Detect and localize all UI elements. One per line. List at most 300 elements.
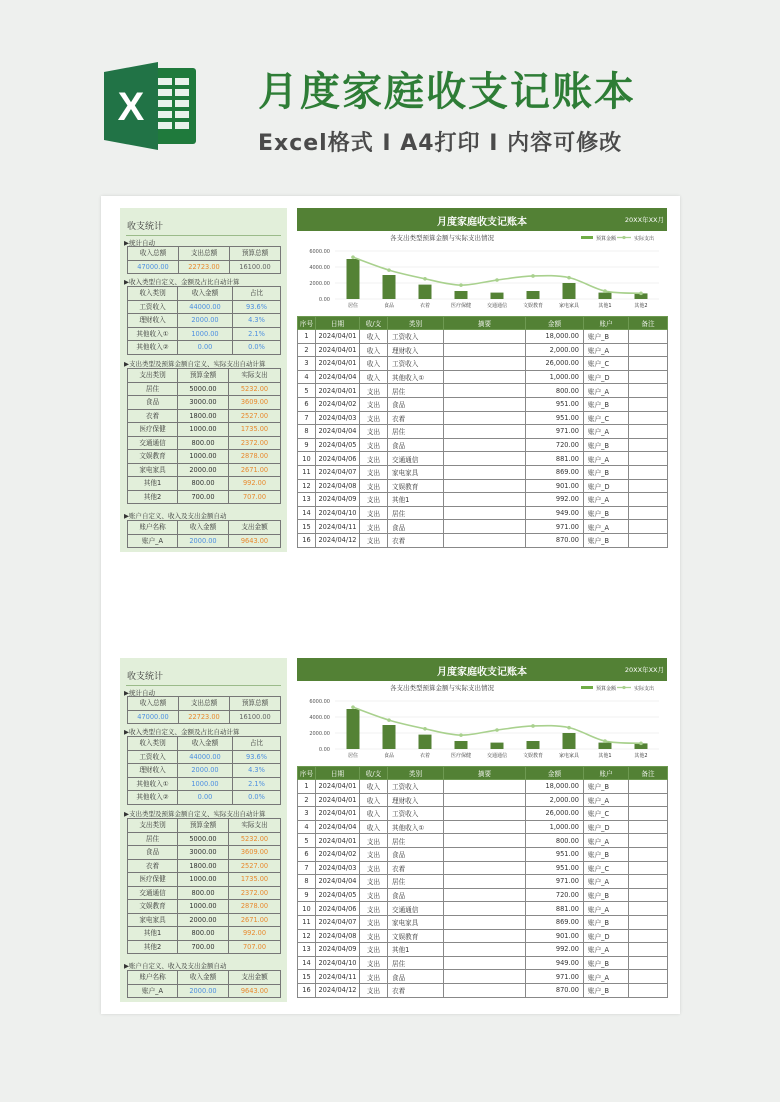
ledger-cell[interactable]: 工资收入 bbox=[388, 807, 444, 821]
ledger-cell[interactable]: 2024/04/05 bbox=[316, 438, 360, 452]
ledger-cell[interactable] bbox=[444, 875, 526, 889]
expense-table-cell[interactable]: 800.00 bbox=[178, 886, 229, 900]
ledger-cell[interactable]: 账户_B bbox=[584, 506, 629, 520]
income-table-cell[interactable]: 理财收入 bbox=[128, 314, 178, 328]
expense-table-cell[interactable]: 5232.00 bbox=[229, 382, 281, 396]
ledger-cell[interactable]: 食品 bbox=[388, 888, 444, 902]
expense-table-cell[interactable]: 交通通信 bbox=[128, 436, 178, 450]
ledger-cell[interactable]: 6 bbox=[298, 847, 316, 861]
expense-table-cell[interactable]: 700.00 bbox=[178, 940, 229, 954]
ledger-cell[interactable]: 账户_C bbox=[584, 861, 629, 875]
ledger-cell[interactable]: 949.00 bbox=[526, 506, 584, 520]
ledger-cell[interactable] bbox=[444, 438, 526, 452]
ledger-cell[interactable]: 2024/04/04 bbox=[316, 820, 360, 834]
ledger-cell[interactable]: 2024/04/03 bbox=[316, 861, 360, 875]
ledger-cell[interactable] bbox=[629, 929, 668, 943]
income-table-cell[interactable]: 0.0% bbox=[233, 791, 281, 805]
ledger-cell[interactable] bbox=[629, 533, 668, 547]
expense-table-cell[interactable]: 交通通信 bbox=[128, 886, 178, 900]
income-table-cell[interactable]: 2000.00 bbox=[178, 764, 233, 778]
expense-table-cell[interactable]: 2671.00 bbox=[229, 463, 281, 477]
ledger-cell[interactable]: 账户_A bbox=[584, 793, 629, 807]
ledger-cell[interactable]: 文娱教育 bbox=[388, 929, 444, 943]
ledger-cell[interactable] bbox=[444, 807, 526, 821]
ledger-cell[interactable]: 支出 bbox=[360, 452, 388, 466]
ledger-cell[interactable] bbox=[629, 343, 668, 357]
income-table-cell[interactable]: 其他收入① bbox=[128, 327, 178, 341]
summary-value[interactable]: 22723.00 bbox=[179, 260, 230, 274]
ledger-cell[interactable]: 账户_A bbox=[584, 384, 629, 398]
ledger-cell[interactable]: 支出 bbox=[360, 465, 388, 479]
ledger-cell[interactable]: 971.00 bbox=[526, 875, 584, 889]
ledger-cell[interactable]: 2,000.00 bbox=[526, 793, 584, 807]
ledger-cell[interactable]: 支出 bbox=[360, 533, 388, 547]
ledger-cell[interactable]: 6 bbox=[298, 397, 316, 411]
ledger-cell[interactable]: 2 bbox=[298, 793, 316, 807]
ledger-cell[interactable]: 支出 bbox=[360, 943, 388, 957]
ledger-cell[interactable]: 账户_A bbox=[584, 343, 629, 357]
ledger-cell[interactable] bbox=[444, 520, 526, 534]
ledger-cell[interactable]: 2024/04/04 bbox=[316, 875, 360, 889]
ledger-cell[interactable]: 2024/04/04 bbox=[316, 370, 360, 384]
ledger-cell[interactable]: 2024/04/05 bbox=[316, 888, 360, 902]
expense-table-cell[interactable]: 家电家具 bbox=[128, 913, 178, 927]
ledger-cell[interactable]: 12 bbox=[298, 479, 316, 493]
ledger-cell[interactable] bbox=[629, 983, 668, 997]
ledger-cell[interactable] bbox=[629, 520, 668, 534]
ledger-cell[interactable]: 账户_C bbox=[584, 357, 629, 371]
ledger-cell[interactable]: 衣着 bbox=[388, 533, 444, 547]
expense-table-cell[interactable]: 707.00 bbox=[229, 940, 281, 954]
ledger-cell[interactable] bbox=[444, 465, 526, 479]
expense-table-cell[interactable]: 3609.00 bbox=[229, 396, 281, 410]
ledger-cell[interactable]: 账户_B bbox=[584, 465, 629, 479]
ledger-cell[interactable]: 2024/04/06 bbox=[316, 902, 360, 916]
summary-value[interactable]: 16100.00 bbox=[230, 710, 281, 724]
ledger-cell[interactable]: 账户_C bbox=[584, 411, 629, 425]
ledger-cell[interactable]: 支出 bbox=[360, 983, 388, 997]
ledger-cell[interactable]: 账户_B bbox=[584, 397, 629, 411]
ledger-cell[interactable]: 支出 bbox=[360, 929, 388, 943]
ledger-cell[interactable]: 其他1 bbox=[388, 493, 444, 507]
summary-value[interactable]: 16100.00 bbox=[230, 260, 281, 274]
ledger-cell[interactable] bbox=[629, 834, 668, 848]
expense-table-cell[interactable]: 1735.00 bbox=[229, 873, 281, 887]
expense-table-cell[interactable]: 其他1 bbox=[128, 927, 178, 941]
ledger-cell[interactable]: 账户_B bbox=[584, 533, 629, 547]
ledger-cell[interactable] bbox=[444, 411, 526, 425]
income-table-cell[interactable]: 93.6% bbox=[233, 300, 281, 314]
income-table-cell[interactable]: 2.1% bbox=[233, 327, 281, 341]
ledger-cell[interactable] bbox=[629, 915, 668, 929]
expense-table-cell[interactable]: 700.00 bbox=[178, 490, 229, 504]
expense-table-cell[interactable]: 食品 bbox=[128, 396, 178, 410]
expense-table-cell[interactable]: 2878.00 bbox=[229, 900, 281, 914]
expense-table-cell[interactable]: 居住 bbox=[128, 832, 178, 846]
ledger-cell[interactable] bbox=[444, 888, 526, 902]
ledger-cell[interactable]: 账户_D bbox=[584, 929, 629, 943]
ledger-cell[interactable]: 2,000.00 bbox=[526, 343, 584, 357]
ledger-cell[interactable] bbox=[629, 875, 668, 889]
expense-table-cell[interactable]: 5000.00 bbox=[178, 832, 229, 846]
ledger-cell[interactable]: 账户_A bbox=[584, 520, 629, 534]
ledger-cell[interactable]: 901.00 bbox=[526, 929, 584, 943]
ledger-cell[interactable]: 720.00 bbox=[526, 438, 584, 452]
expense-table-cell[interactable]: 2000.00 bbox=[178, 463, 229, 477]
ledger-cell[interactable]: 支出 bbox=[360, 888, 388, 902]
ledger-cell[interactable]: 14 bbox=[298, 506, 316, 520]
ledger-cell[interactable]: 971.00 bbox=[526, 520, 584, 534]
ledger-cell[interactable]: 收入 bbox=[360, 780, 388, 794]
ledger-cell[interactable] bbox=[629, 411, 668, 425]
ledger-cell[interactable]: 交通通信 bbox=[388, 902, 444, 916]
ledger-cell[interactable]: 2024/04/04 bbox=[316, 425, 360, 439]
ledger-cell[interactable]: 支出 bbox=[360, 479, 388, 493]
ledger-cell[interactable] bbox=[444, 915, 526, 929]
account-table-cell[interactable]: 2000.00 bbox=[178, 534, 229, 548]
expense-table-cell[interactable]: 2671.00 bbox=[229, 913, 281, 927]
ledger-cell[interactable] bbox=[629, 493, 668, 507]
ledger-cell[interactable]: 9 bbox=[298, 888, 316, 902]
expense-table-cell[interactable]: 医疗保健 bbox=[128, 873, 178, 887]
ledger-cell[interactable]: 2024/04/10 bbox=[316, 506, 360, 520]
ledger-cell[interactable] bbox=[629, 943, 668, 957]
income-table-cell[interactable]: 4.3% bbox=[233, 314, 281, 328]
expense-table-cell[interactable]: 1735.00 bbox=[229, 423, 281, 437]
ledger-cell[interactable]: 720.00 bbox=[526, 888, 584, 902]
ledger-cell[interactable] bbox=[629, 793, 668, 807]
ledger-cell[interactable]: 账户_B bbox=[584, 915, 629, 929]
ledger-cell[interactable]: 2024/04/02 bbox=[316, 397, 360, 411]
ledger-cell[interactable]: 理财收入 bbox=[388, 793, 444, 807]
ledger-cell[interactable]: 881.00 bbox=[526, 902, 584, 916]
ledger-cell[interactable] bbox=[444, 902, 526, 916]
ledger-cell[interactable]: 账户_B bbox=[584, 888, 629, 902]
expense-table-cell[interactable]: 800.00 bbox=[178, 436, 229, 450]
ledger-cell[interactable]: 18,000.00 bbox=[526, 330, 584, 344]
ledger-cell[interactable]: 账户_B bbox=[584, 780, 629, 794]
ledger-cell[interactable]: 2024/04/10 bbox=[316, 956, 360, 970]
ledger-cell[interactable] bbox=[444, 533, 526, 547]
ledger-cell[interactable] bbox=[444, 970, 526, 984]
ledger-cell[interactable]: 账户_D bbox=[584, 370, 629, 384]
ledger-cell[interactable] bbox=[629, 902, 668, 916]
ledger-cell[interactable]: 支出 bbox=[360, 861, 388, 875]
expense-table-cell[interactable]: 家电家具 bbox=[128, 463, 178, 477]
ledger-cell[interactable]: 支出 bbox=[360, 397, 388, 411]
income-table-cell[interactable]: 44000.00 bbox=[178, 300, 233, 314]
expense-table-cell[interactable]: 衣着 bbox=[128, 859, 178, 873]
ledger-cell[interactable]: 10 bbox=[298, 452, 316, 466]
ledger-cell[interactable]: 其他1 bbox=[388, 943, 444, 957]
ledger-cell[interactable]: 2024/04/12 bbox=[316, 983, 360, 997]
ledger-cell[interactable]: 账户_C bbox=[584, 807, 629, 821]
ledger-cell[interactable]: 18,000.00 bbox=[526, 780, 584, 794]
ledger-cell[interactable]: 15 bbox=[298, 970, 316, 984]
ledger-cell[interactable]: 12 bbox=[298, 929, 316, 943]
ledger-cell[interactable]: 26,000.00 bbox=[526, 807, 584, 821]
expense-table-cell[interactable]: 2000.00 bbox=[178, 913, 229, 927]
ledger-cell[interactable] bbox=[444, 943, 526, 957]
expense-table-cell[interactable]: 2527.00 bbox=[229, 409, 281, 423]
ledger-cell[interactable]: 13 bbox=[298, 493, 316, 507]
ledger-cell[interactable]: 901.00 bbox=[526, 479, 584, 493]
ledger-cell[interactable]: 869.00 bbox=[526, 915, 584, 929]
ledger-cell[interactable]: 支出 bbox=[360, 902, 388, 916]
expense-table-cell[interactable]: 5000.00 bbox=[178, 382, 229, 396]
ledger-cell[interactable] bbox=[444, 793, 526, 807]
income-table-cell[interactable]: 93.6% bbox=[233, 750, 281, 764]
ledger-cell[interactable]: 账户_B bbox=[584, 983, 629, 997]
ledger-cell[interactable]: 8 bbox=[298, 875, 316, 889]
ledger-cell[interactable]: 支出 bbox=[360, 438, 388, 452]
ledger-cell[interactable]: 理财收入 bbox=[388, 343, 444, 357]
ledger-cell[interactable] bbox=[444, 780, 526, 794]
ledger-cell[interactable]: 2024/04/08 bbox=[316, 929, 360, 943]
ledger-cell[interactable]: 992.00 bbox=[526, 943, 584, 957]
ledger-cell[interactable]: 1 bbox=[298, 780, 316, 794]
ledger-cell[interactable]: 2024/04/01 bbox=[316, 384, 360, 398]
ledger-cell[interactable]: 951.00 bbox=[526, 847, 584, 861]
ledger-cell[interactable]: 账户_B bbox=[584, 956, 629, 970]
ledger-cell[interactable]: 8 bbox=[298, 425, 316, 439]
ledger-cell[interactable]: 800.00 bbox=[526, 384, 584, 398]
income-table-cell[interactable]: 44000.00 bbox=[178, 750, 233, 764]
ledger-cell[interactable]: 15 bbox=[298, 520, 316, 534]
ledger-cell[interactable]: 账户_A bbox=[584, 875, 629, 889]
expense-table-cell[interactable]: 2372.00 bbox=[229, 886, 281, 900]
expense-table-cell[interactable]: 3000.00 bbox=[178, 846, 229, 860]
ledger-cell[interactable]: 食品 bbox=[388, 520, 444, 534]
ledger-cell[interactable]: 支出 bbox=[360, 834, 388, 848]
ledger-cell[interactable]: 2024/04/01 bbox=[316, 343, 360, 357]
ledger-cell[interactable]: 账户_B bbox=[584, 847, 629, 861]
ledger-cell[interactable] bbox=[629, 970, 668, 984]
expense-table-cell[interactable]: 5232.00 bbox=[229, 832, 281, 846]
ledger-cell[interactable]: 衣着 bbox=[388, 861, 444, 875]
ledger-cell[interactable]: 账户_B bbox=[584, 330, 629, 344]
ledger-cell[interactable]: 16 bbox=[298, 533, 316, 547]
account-table-cell[interactable]: 账户_A bbox=[128, 534, 178, 548]
ledger-cell[interactable]: 951.00 bbox=[526, 397, 584, 411]
expense-table-cell[interactable]: 1800.00 bbox=[178, 409, 229, 423]
expense-table-cell[interactable]: 3000.00 bbox=[178, 396, 229, 410]
ledger-cell[interactable]: 2 bbox=[298, 343, 316, 357]
ledger-cell[interactable] bbox=[629, 438, 668, 452]
account-table-cell[interactable]: 2000.00 bbox=[178, 984, 229, 998]
ledger-cell[interactable]: 5 bbox=[298, 384, 316, 398]
ledger-cell[interactable] bbox=[629, 847, 668, 861]
ledger-cell[interactable]: 11 bbox=[298, 465, 316, 479]
ledger-cell[interactable]: 文娱教育 bbox=[388, 479, 444, 493]
ledger-cell[interactable]: 账户_A bbox=[584, 943, 629, 957]
ledger-cell[interactable]: 7 bbox=[298, 861, 316, 875]
ledger-cell[interactable] bbox=[629, 357, 668, 371]
ledger-cell[interactable] bbox=[444, 384, 526, 398]
ledger-cell[interactable] bbox=[629, 370, 668, 384]
ledger-cell[interactable]: 870.00 bbox=[526, 533, 584, 547]
ledger-cell[interactable]: 支出 bbox=[360, 520, 388, 534]
ledger-cell[interactable] bbox=[629, 888, 668, 902]
ledger-cell[interactable]: 2024/04/11 bbox=[316, 970, 360, 984]
expense-table-cell[interactable]: 992.00 bbox=[229, 477, 281, 491]
ledger-cell[interactable]: 支出 bbox=[360, 970, 388, 984]
ledger-cell[interactable]: 881.00 bbox=[526, 452, 584, 466]
ledger-cell[interactable]: 食品 bbox=[388, 438, 444, 452]
expense-table-cell[interactable]: 居住 bbox=[128, 382, 178, 396]
ledger-cell[interactable] bbox=[444, 861, 526, 875]
ledger-cell[interactable]: 7 bbox=[298, 411, 316, 425]
ledger-cell[interactable]: 2024/04/01 bbox=[316, 357, 360, 371]
ledger-cell[interactable] bbox=[629, 330, 668, 344]
ledger-cell[interactable]: 居住 bbox=[388, 834, 444, 848]
ledger-cell[interactable]: 收入 bbox=[360, 807, 388, 821]
income-table-cell[interactable]: 2.1% bbox=[233, 777, 281, 791]
ledger-cell[interactable] bbox=[629, 506, 668, 520]
ledger-cell[interactable]: 支出 bbox=[360, 411, 388, 425]
ledger-cell[interactable] bbox=[444, 425, 526, 439]
ledger-cell[interactable]: 收入 bbox=[360, 820, 388, 834]
ledger-cell[interactable]: 14 bbox=[298, 956, 316, 970]
ledger-cell[interactable]: 工资收入 bbox=[388, 357, 444, 371]
ledger-cell[interactable]: 账户_A bbox=[584, 970, 629, 984]
ledger-cell[interactable]: 账户_B bbox=[584, 438, 629, 452]
ledger-cell[interactable]: 5 bbox=[298, 834, 316, 848]
expense-table-cell[interactable]: 800.00 bbox=[178, 477, 229, 491]
ledger-cell[interactable]: 3 bbox=[298, 357, 316, 371]
ledger-cell[interactable]: 账户_A bbox=[584, 452, 629, 466]
ledger-cell[interactable]: 其他收入① bbox=[388, 820, 444, 834]
ledger-cell[interactable]: 工资收入 bbox=[388, 330, 444, 344]
ledger-cell[interactable]: 支出 bbox=[360, 384, 388, 398]
expense-table-cell[interactable]: 1000.00 bbox=[178, 873, 229, 887]
summary-value[interactable]: 22723.00 bbox=[179, 710, 230, 724]
expense-table-cell[interactable]: 1000.00 bbox=[178, 423, 229, 437]
ledger-cell[interactable]: 家电家具 bbox=[388, 915, 444, 929]
expense-table-cell[interactable]: 707.00 bbox=[229, 490, 281, 504]
ledger-cell[interactable]: 800.00 bbox=[526, 834, 584, 848]
ledger-cell[interactable]: 16 bbox=[298, 983, 316, 997]
expense-table-cell[interactable]: 3609.00 bbox=[229, 846, 281, 860]
ledger-cell[interactable]: 工资收入 bbox=[388, 780, 444, 794]
income-table-cell[interactable]: 1000.00 bbox=[178, 777, 233, 791]
income-table-cell[interactable]: 其他收入② bbox=[128, 341, 178, 355]
income-table-cell[interactable]: 其他收入① bbox=[128, 777, 178, 791]
expense-table-cell[interactable]: 其他2 bbox=[128, 490, 178, 504]
ledger-cell[interactable]: 2024/04/02 bbox=[316, 847, 360, 861]
ledger-cell[interactable] bbox=[629, 384, 668, 398]
ledger-cell[interactable]: 2024/04/12 bbox=[316, 533, 360, 547]
ledger-cell[interactable]: 账户_D bbox=[584, 479, 629, 493]
ledger-cell[interactable]: 3 bbox=[298, 807, 316, 821]
expense-table-cell[interactable]: 食品 bbox=[128, 846, 178, 860]
ledger-cell[interactable]: 2024/04/09 bbox=[316, 943, 360, 957]
income-table-cell[interactable]: 工资收入 bbox=[128, 300, 178, 314]
ledger-cell[interactable] bbox=[444, 956, 526, 970]
income-table-cell[interactable]: 其他收入② bbox=[128, 791, 178, 805]
ledger-cell[interactable] bbox=[629, 397, 668, 411]
ledger-cell[interactable] bbox=[444, 357, 526, 371]
expense-table-cell[interactable]: 2878.00 bbox=[229, 450, 281, 464]
expense-table-cell[interactable]: 1000.00 bbox=[178, 450, 229, 464]
ledger-cell[interactable] bbox=[629, 807, 668, 821]
ledger-cell[interactable]: 居住 bbox=[388, 956, 444, 970]
ledger-cell[interactable]: 2024/04/01 bbox=[316, 780, 360, 794]
ledger-cell[interactable]: 2024/04/01 bbox=[316, 793, 360, 807]
ledger-cell[interactable]: 收入 bbox=[360, 357, 388, 371]
ledger-cell[interactable]: 4 bbox=[298, 820, 316, 834]
income-table-cell[interactable]: 0.0% bbox=[233, 341, 281, 355]
ledger-cell[interactable]: 居住 bbox=[388, 425, 444, 439]
expense-table-cell[interactable]: 衣着 bbox=[128, 409, 178, 423]
ledger-cell[interactable]: 2024/04/08 bbox=[316, 479, 360, 493]
ledger-cell[interactable]: 1,000.00 bbox=[526, 820, 584, 834]
ledger-cell[interactable] bbox=[444, 452, 526, 466]
expense-table-cell[interactable]: 1800.00 bbox=[178, 859, 229, 873]
expense-table-cell[interactable]: 医疗保健 bbox=[128, 423, 178, 437]
ledger-cell[interactable]: 949.00 bbox=[526, 956, 584, 970]
ledger-cell[interactable]: 支出 bbox=[360, 847, 388, 861]
account-table-cell[interactable]: 9643.00 bbox=[229, 534, 281, 548]
summary-value[interactable]: 47000.00 bbox=[128, 260, 179, 274]
ledger-cell[interactable]: 居住 bbox=[388, 875, 444, 889]
ledger-cell[interactable]: 支出 bbox=[360, 493, 388, 507]
ledger-cell[interactable]: 食品 bbox=[388, 847, 444, 861]
income-table-cell[interactable]: 2000.00 bbox=[178, 314, 233, 328]
ledger-cell[interactable] bbox=[444, 479, 526, 493]
ledger-cell[interactable] bbox=[444, 820, 526, 834]
ledger-cell[interactable]: 其他收入① bbox=[388, 370, 444, 384]
income-table-cell[interactable]: 0.00 bbox=[178, 791, 233, 805]
ledger-cell[interactable]: 2024/04/01 bbox=[316, 807, 360, 821]
ledger-cell[interactable]: 家电家具 bbox=[388, 465, 444, 479]
expense-table-cell[interactable]: 992.00 bbox=[229, 927, 281, 941]
ledger-cell[interactable]: 9 bbox=[298, 438, 316, 452]
ledger-cell[interactable]: 支出 bbox=[360, 875, 388, 889]
income-table-cell[interactable]: 1000.00 bbox=[178, 327, 233, 341]
ledger-cell[interactable]: 2024/04/03 bbox=[316, 411, 360, 425]
ledger-cell[interactable] bbox=[444, 506, 526, 520]
ledger-cell[interactable]: 2024/04/07 bbox=[316, 465, 360, 479]
ledger-cell[interactable]: 账户_A bbox=[584, 425, 629, 439]
ledger-cell[interactable] bbox=[444, 493, 526, 507]
ledger-cell[interactable]: 支出 bbox=[360, 425, 388, 439]
ledger-cell[interactable]: 4 bbox=[298, 370, 316, 384]
ledger-cell[interactable]: 870.00 bbox=[526, 983, 584, 997]
ledger-cell[interactable]: 951.00 bbox=[526, 861, 584, 875]
income-table-cell[interactable]: 工资收入 bbox=[128, 750, 178, 764]
ledger-cell[interactable]: 账户_A bbox=[584, 902, 629, 916]
ledger-cell[interactable] bbox=[444, 847, 526, 861]
expense-table-cell[interactable]: 其他1 bbox=[128, 477, 178, 491]
ledger-cell[interactable] bbox=[444, 983, 526, 997]
ledger-cell[interactable] bbox=[629, 465, 668, 479]
account-table-cell[interactable]: 9643.00 bbox=[229, 984, 281, 998]
ledger-cell[interactable] bbox=[444, 834, 526, 848]
ledger-cell[interactable]: 951.00 bbox=[526, 411, 584, 425]
ledger-cell[interactable]: 收入 bbox=[360, 370, 388, 384]
income-table-cell[interactable]: 理财收入 bbox=[128, 764, 178, 778]
ledger-cell[interactable]: 2024/04/01 bbox=[316, 330, 360, 344]
ledger-cell[interactable]: 869.00 bbox=[526, 465, 584, 479]
ledger-cell[interactable]: 衣着 bbox=[388, 411, 444, 425]
ledger-cell[interactable] bbox=[629, 820, 668, 834]
ledger-cell[interactable]: 食品 bbox=[388, 970, 444, 984]
ledger-cell[interactable] bbox=[444, 343, 526, 357]
ledger-cell[interactable]: 收入 bbox=[360, 793, 388, 807]
ledger-cell[interactable]: 支出 bbox=[360, 956, 388, 970]
summary-value[interactable]: 47000.00 bbox=[128, 710, 179, 724]
